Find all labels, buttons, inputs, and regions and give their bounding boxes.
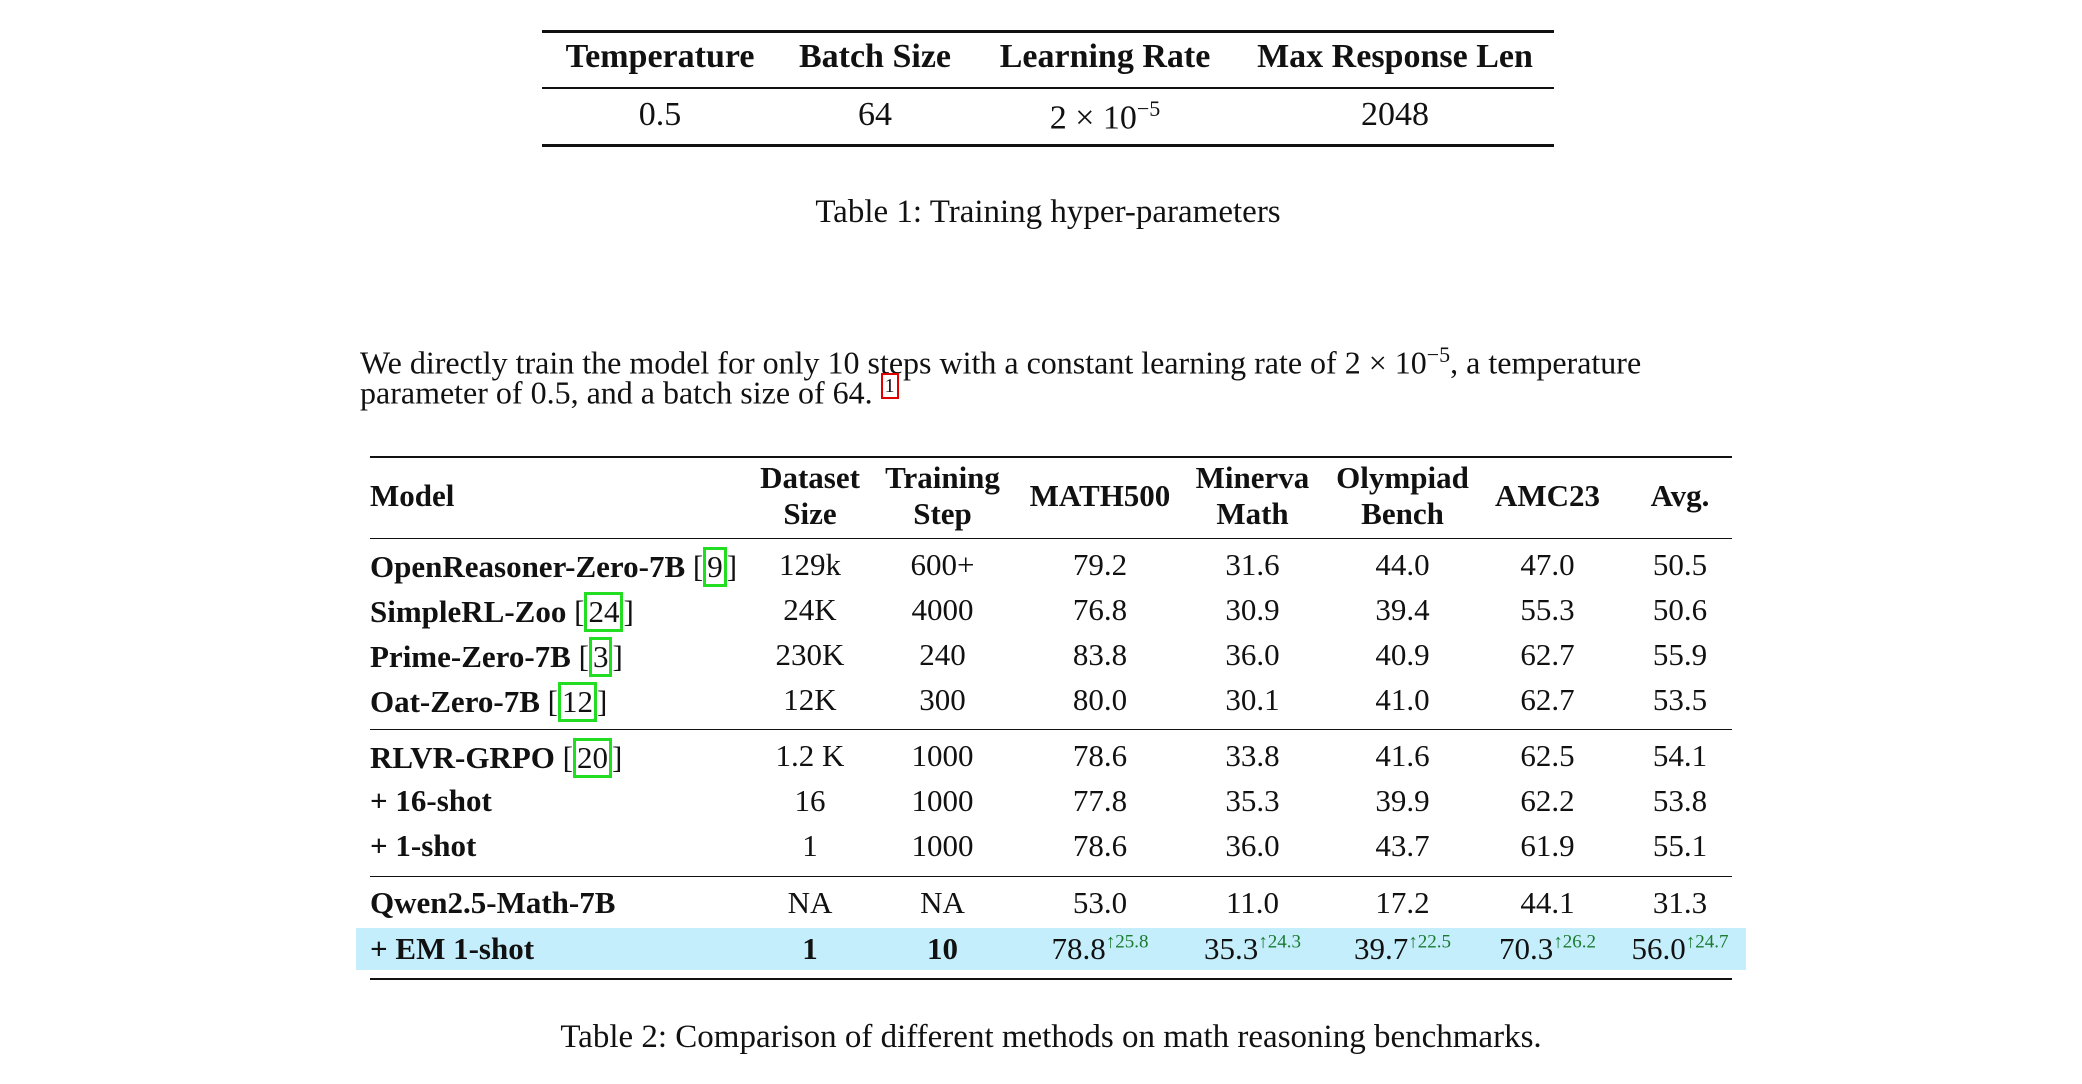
header-dataset-line2: Size <box>783 496 837 531</box>
model-1-shot <box>370 828 476 864</box>
table1-mid-rule <box>542 87 1554 89</box>
cell-math500: 78.6 <box>1072 738 1128 773</box>
cell-minerva: 30.9 <box>1225 592 1280 627</box>
model-name: Oat-Zero-7B <box>370 684 540 719</box>
cell-dataset-size: 129k <box>779 547 841 582</box>
cell-math500: 78.6 <box>1072 828 1128 863</box>
cell-minerva: 30.1 <box>1225 682 1280 717</box>
cell-minerva: 36.0 <box>1225 828 1280 863</box>
cell-olympiad: 41.6 <box>1375 738 1430 773</box>
cell-minerva: 11.0 <box>1225 885 1280 920</box>
cell-dataset-size: 16 <box>794 783 826 818</box>
value: 70.3 <box>1499 931 1554 966</box>
cell-amc23: 62.7 <box>1520 682 1575 717</box>
table2-group-rule-1 <box>370 729 1732 730</box>
paragraph-text-b: , a temperature <box>1450 344 1642 381</box>
cell-training-step: 1000 <box>911 828 974 863</box>
model-name: + EM 1-shot <box>370 931 535 966</box>
cell-dataset-size: NA <box>787 885 833 920</box>
cell-olympiad: 41.0 <box>1375 682 1430 717</box>
model-rlvr-grpo: RLVR-GRPO [ 20 ] <box>370 738 622 778</box>
cell-amc23: 55.3 <box>1520 592 1575 627</box>
header-olympiad-line1: Olympiad <box>1336 460 1469 495</box>
gain-badge: ↑24.3 <box>1258 931 1301 953</box>
gain-badge: ↑24.7 <box>1685 931 1729 953</box>
value: 78.8 <box>1051 931 1106 966</box>
table2-group-rule-2 <box>370 876 1732 877</box>
gain-badge: ↑22.5 <box>1408 931 1451 953</box>
cell-training-step: 10 <box>927 931 958 966</box>
model-openreasoner-zero-7b: OpenReasoner-Zero-7B [ 9 ] <box>370 547 737 587</box>
cell-avg: 53.5 <box>1652 682 1708 717</box>
cell-amc23: 47.0 <box>1520 547 1575 582</box>
cell-dataset-size: 1 <box>802 828 818 863</box>
cell-minerva <box>1185 931 1320 967</box>
header-training-step <box>880 460 1005 532</box>
paragraph-text-line2: parameter of 0.5, and a batch size of 64. <box>360 374 873 411</box>
cell-dataset-size: 24K <box>783 592 837 627</box>
cell-training-step: NA <box>920 885 965 920</box>
cell-math500 <box>1020 931 1180 967</box>
cell-math500: 80.0 <box>1072 682 1128 717</box>
header-olympiad-line2: Bench <box>1361 496 1444 531</box>
cell-avg: 31.3 <box>1652 885 1708 920</box>
cell-olympiad: 39.4 <box>1375 592 1430 627</box>
model-em-1-shot <box>370 931 534 967</box>
model-name: + 16-shot <box>370 783 492 818</box>
header-math500: MATH500 <box>1029 478 1171 513</box>
gain-badge: ↑26.2 <box>1553 931 1596 953</box>
cell-amc23: 44.1 <box>1520 885 1575 920</box>
table2-bottom-rule <box>370 978 1732 980</box>
table1-value-learning-rate <box>990 96 1220 137</box>
model-name: Qwen2.5-Math-7B <box>370 885 616 920</box>
table2-header-rule <box>370 538 1732 539</box>
cell-dataset-size: 230K <box>775 637 845 672</box>
cell-dataset-size: 1 <box>802 931 818 966</box>
cell-amc23: 62.2 <box>1520 783 1575 818</box>
value: 39.7 <box>1354 931 1409 966</box>
table2-top-rule <box>370 456 1732 458</box>
model-prime-zero-7b: Prime-Zero-7B [ 3 ] <box>370 637 623 677</box>
cell-avg: 50.5 <box>1652 547 1708 582</box>
model-name: SimpleRL-Zoo <box>370 594 567 629</box>
table1-bottom-rule <box>542 144 1554 147</box>
gain-badge: ↑25.8 <box>1105 931 1149 953</box>
header-dataset-line1: Dataset <box>760 460 860 495</box>
cell-olympiad: 17.2 <box>1375 885 1430 920</box>
header-training-line2: Step <box>913 496 972 531</box>
table1-top-rule <box>542 30 1554 33</box>
cell-olympiad: 40.9 <box>1375 637 1430 672</box>
header-avg: Avg. <box>1650 478 1710 513</box>
citation-link[interactable]: 12 <box>558 682 597 722</box>
model-simplerl-zoo: SimpleRL-Zoo [ 24 ] <box>370 592 634 632</box>
lr-exponent: −5 <box>1136 96 1161 121</box>
cell-avg: 54.1 <box>1652 738 1708 773</box>
cell-amc23: 62.7 <box>1520 637 1575 672</box>
table1-header-learning-rate: Learning Rate <box>999 38 1211 75</box>
cell-math500: 79.2 <box>1072 547 1128 582</box>
cell-olympiad: 39.9 <box>1375 783 1430 818</box>
citation-link[interactable]: 24 <box>584 592 623 632</box>
cell-training-step: 4000 <box>911 592 974 627</box>
model-16-shot <box>370 783 492 819</box>
table1-value-batch-size: 64 <box>858 96 892 133</box>
cell-dataset-size: 12K <box>783 682 837 717</box>
cell-olympiad: 44.0 <box>1375 547 1430 582</box>
footnote-link[interactable]: 1 <box>881 373 899 399</box>
lr-base: 2 × 10 <box>1049 99 1137 137</box>
cell-math500: 53.0 <box>1072 885 1128 920</box>
cell-avg: 55.9 <box>1652 637 1708 672</box>
table1-header-batch-size: Batch Size <box>798 38 952 75</box>
model-name: RLVR-GRPO <box>370 740 555 775</box>
cell-avg: 55.1 <box>1652 828 1708 863</box>
header-model: Model <box>370 478 455 513</box>
header-amc23: AMC23 <box>1494 478 1601 513</box>
cell-minerva: 35.3 <box>1225 783 1280 818</box>
cell-amc23: 62.5 <box>1520 738 1575 773</box>
header-minerva-line1: Minerva <box>1195 460 1310 495</box>
paragraph-text-a: We directly train the model for only 10 steps with a constant learning rate of 2 × 10 <box>360 344 1427 381</box>
cell-olympiad: 43.7 <box>1375 828 1430 863</box>
cell-minerva: 31.6 <box>1225 547 1280 582</box>
model-name: Prime-Zero-7B <box>370 639 571 674</box>
cell-olympiad <box>1330 931 1475 967</box>
header-minerva-line2: Math <box>1216 496 1289 531</box>
cell-amc23: 61.9 <box>1520 828 1575 863</box>
table1-header-max-response-len: Max Response Len <box>1257 38 1533 75</box>
table2-caption: Table 2: Comparison of different methods on math reasoning benchmarks. <box>560 1019 1542 1055</box>
cell-amc23 <box>1480 931 1615 967</box>
cell-training-step: 300 <box>919 682 966 717</box>
cell-training-step: 1000 <box>911 783 974 818</box>
model-name: + 1-shot <box>370 828 477 863</box>
table1-caption: Table 1: Training hyper-parameters <box>815 194 1281 230</box>
model-name: OpenReasoner-Zero-7B <box>370 549 686 584</box>
header-dataset-size <box>750 460 870 532</box>
value: 56.0 <box>1631 931 1686 966</box>
cell-training-step: 240 <box>919 637 966 672</box>
cell-minerva: 36.0 <box>1225 637 1280 672</box>
paragraph-exponent: −5 <box>1426 342 1451 367</box>
header-minerva-math <box>1185 460 1320 532</box>
table1-value-max-response-len: 2048 <box>1361 96 1429 133</box>
header-olympiad-bench <box>1330 460 1475 532</box>
cell-avg: 53.8 <box>1652 783 1708 818</box>
citation-link[interactable]: 9 <box>703 547 727 587</box>
citation-link[interactable]: 20 <box>573 738 612 778</box>
model-qwen25-math-7b <box>370 885 615 921</box>
value: 35.3 <box>1204 931 1259 966</box>
citation-link[interactable]: 3 <box>589 637 613 677</box>
paragraph-line-2 <box>360 373 899 412</box>
model-oat-zero-7b: Oat-Zero-7B [ 12 ] <box>370 682 607 722</box>
header-training-line1: Training <box>885 460 1000 495</box>
cell-minerva: 33.8 <box>1225 738 1280 773</box>
cell-avg <box>1620 931 1740 967</box>
cell-training-step: 1000 <box>911 738 974 773</box>
cell-math500: 77.8 <box>1072 783 1128 818</box>
table1-value-temperature: 0.5 <box>638 96 682 133</box>
cell-training-step: 600+ <box>910 547 975 582</box>
cell-math500: 83.8 <box>1072 637 1128 672</box>
cell-math500: 76.8 <box>1072 592 1128 627</box>
table1-header-temperature: Temperature <box>565 38 755 75</box>
cell-dataset-size: 1.2 K <box>775 738 845 773</box>
cell-avg: 50.6 <box>1652 592 1708 627</box>
